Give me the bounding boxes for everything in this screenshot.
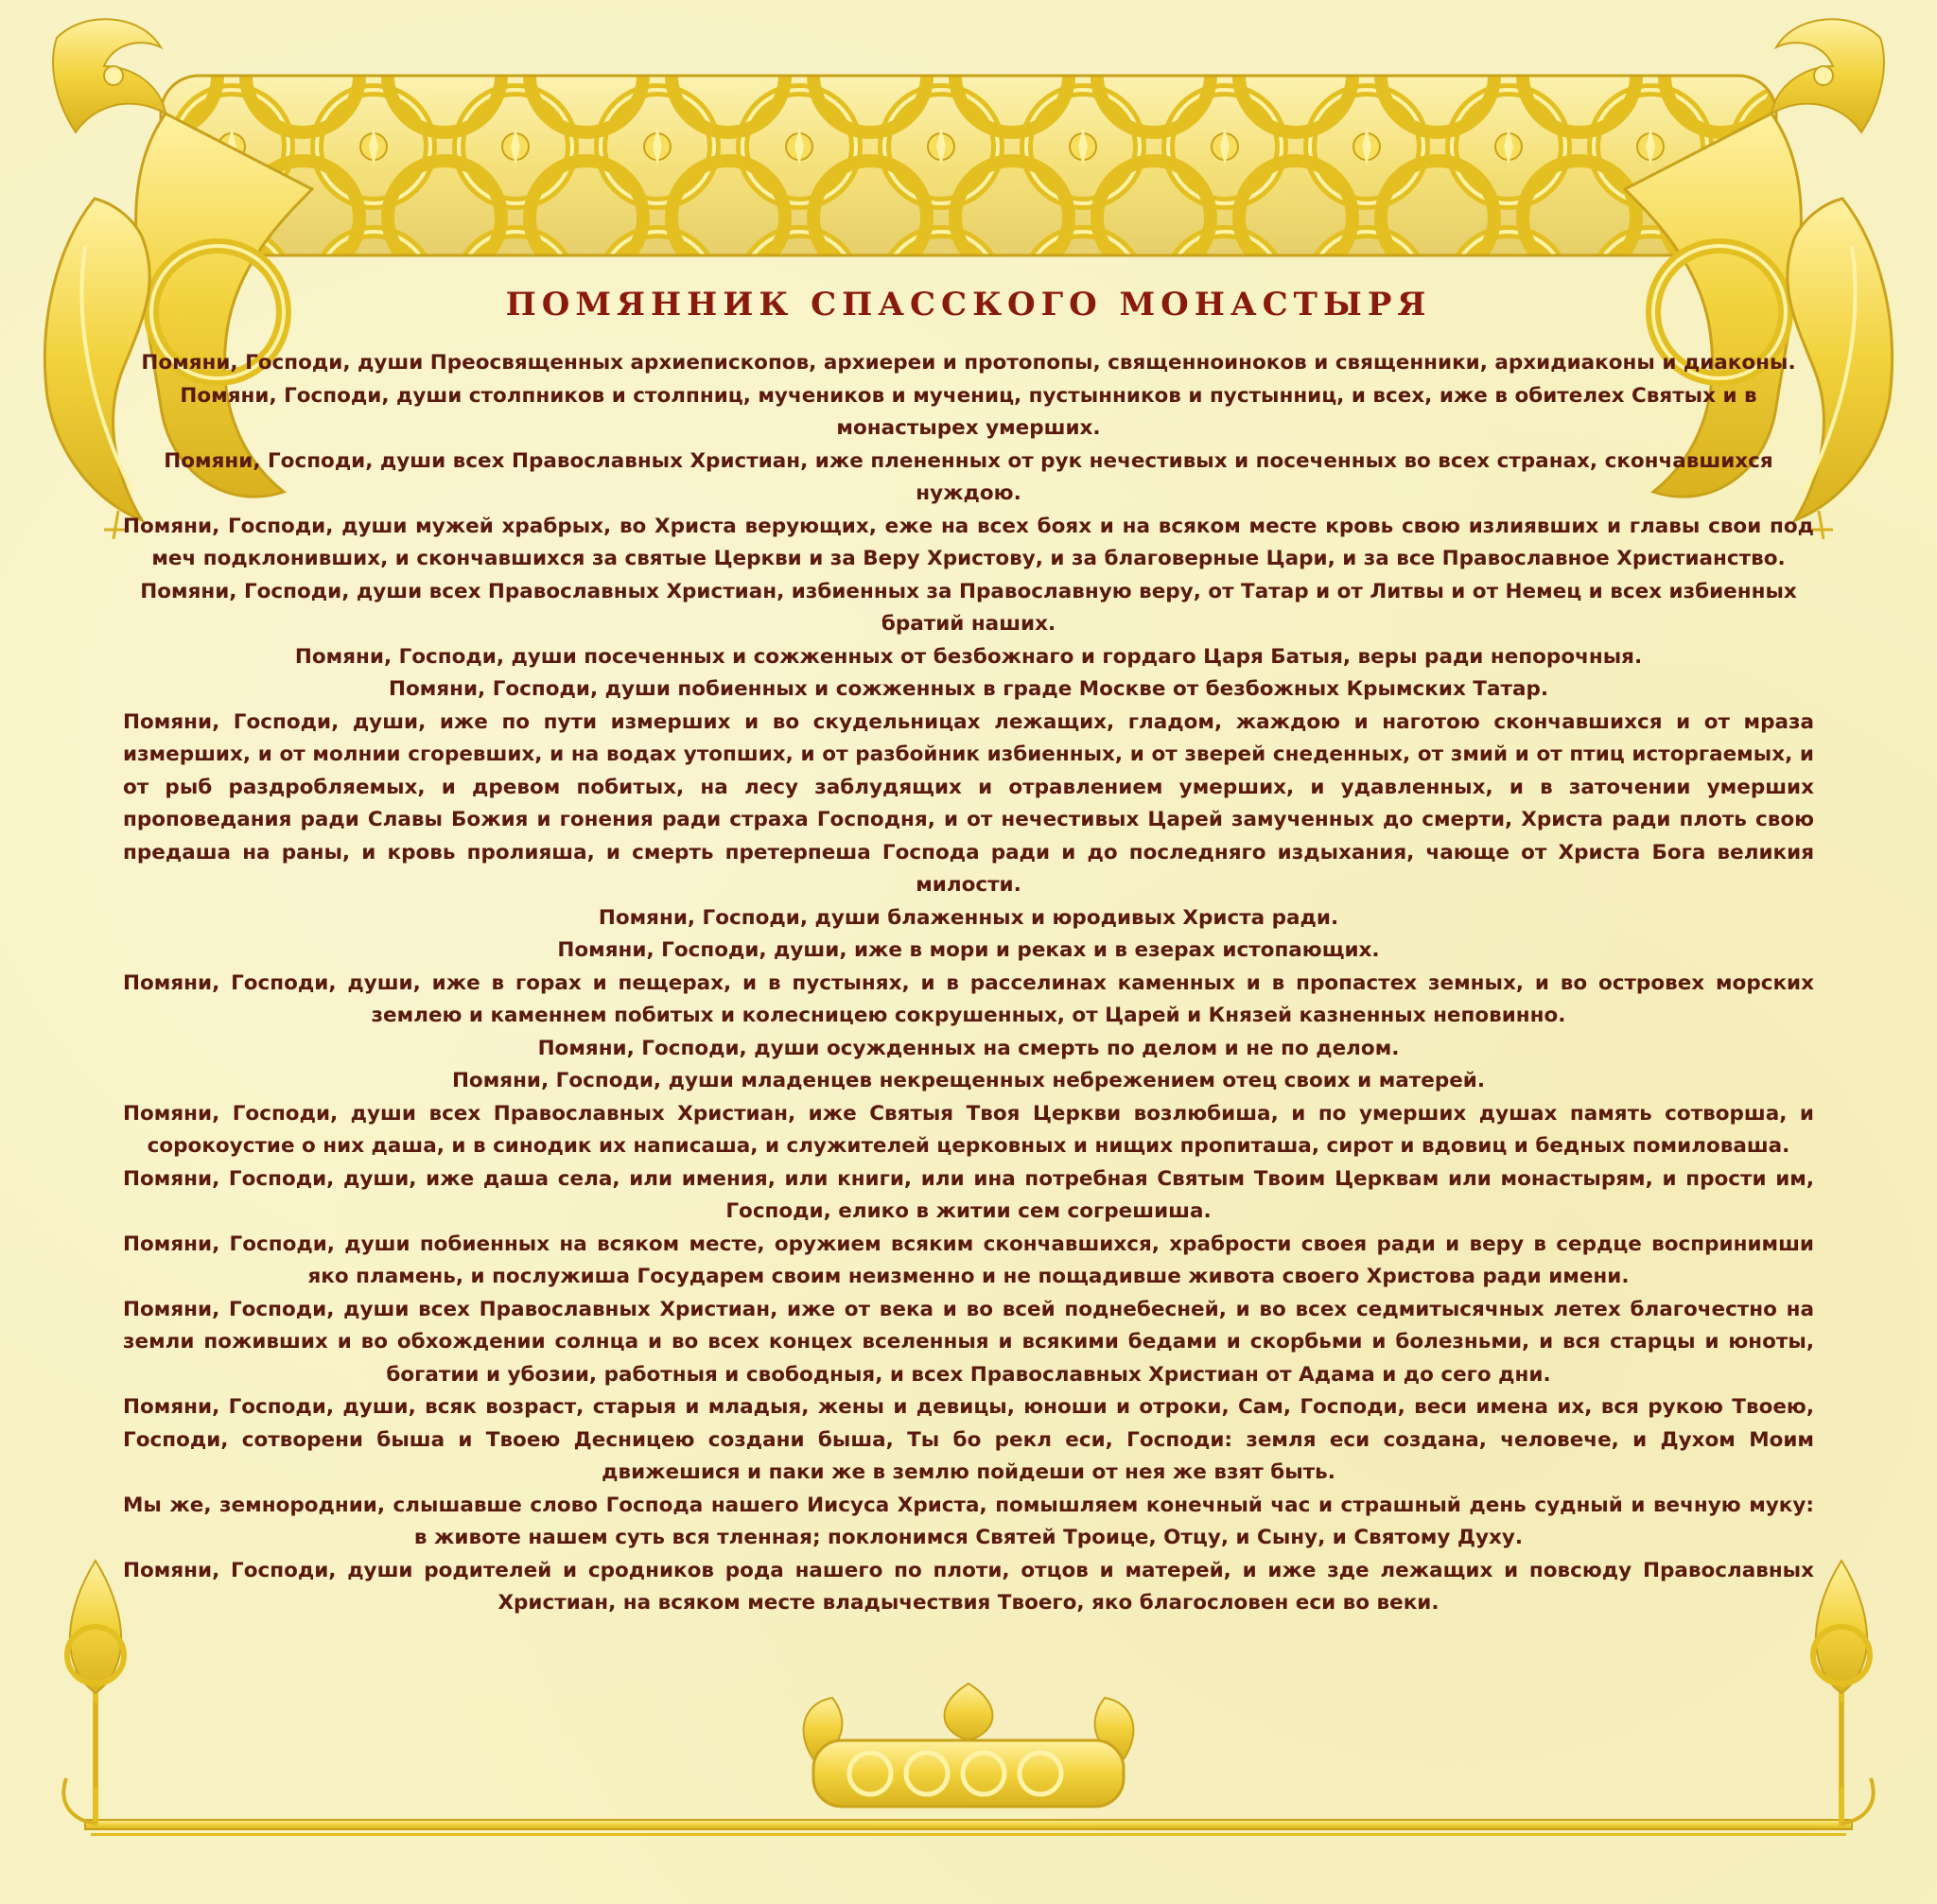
- left-pillar-ornament: [63, 1561, 124, 1825]
- paragraph: Помяни, Господи, души, иже даша села, или имения, или книги, или ина потребная Святым Твоим Церквам или монастырям, и прости им, Господи, елико в житии сем согрешиша.: [123, 1166, 1814, 1223]
- top-interlace-band: [161, 76, 1776, 255]
- paragraph: Мы же, земнороднии, слышавше слово Господа нашего Иисуса Христа, помышляем конечный час и страшный день судный и вечную муку: в животе нашем суть вся тленная; поклонимся Святей Троице, Отцу, и Сыну, и Святому Духу.: [123, 1493, 1814, 1549]
- paragraph: Помяни, Господи, души всех Православных Христиан, иже от века и во всей поднебесней, и во всех седмитысячных летех благочестно на земли поживших и во обхождении солнца и во всех концех вселенныя и всякими бедами и скорбьми и болезньми, и вся старцы и юноты, богатии и убозии, работныя и свободныя, и всех Православных Христиан от Адама и до сего дни.: [123, 1297, 1814, 1387]
- page-title: ПОМЯННИК СПАССКОГО МОНАСТЫРЯ: [505, 286, 1432, 323]
- paragraph: Помяни, Господи, души, всяк возраст, старыя и младыя, жены и девицы, юноши и отроки, Сам, Господи, веси имена их, вся рукою Твоею, Господи, сотворени быша и Твоею Десницею создани быша, Ты бо рекл еси, Господи: земля еси создана, человече, и Духом Моим движешися и паки же в землю пойдеши от нея же взят быть.: [123, 1395, 1814, 1484]
- top-right-fleur-icon: [1771, 19, 1884, 132]
- paragraph: Помяни, Господи, души родителей и сродников рода нашего по плоти, отцов и матерей, и иже зде лежащих и повсюду Православных Христиан, на всяком месте владычествия Твоего, яко благословен еси во веки.: [123, 1558, 1814, 1615]
- bottom-center-ornament: [804, 1684, 1134, 1807]
- paragraph: Помяни, Господи, души, иже в горах и пещерах, и в пустынях, и в расселинах каменных и в пропастех земных, и во островех морских землею и каменнем побитых и колесницею сокрушенных, от Царей и Князей казненных неповинно.: [123, 970, 1814, 1027]
- paragraph: Помяни, Господи, души столпников и столпниц, мучеников и мучениц, пустынников и пустынниц, и всех, иже в обителех Святых и в монастырех умерших.: [180, 383, 1757, 440]
- paragraph: Помяни, Господи, души Преосвященных архиепископов, архиереи и протопопы, священноиноков и священники, архидиаконы и диаконы.: [141, 351, 1796, 375]
- paragraph: Помяни, Господи, души всех Православных Христиан, избиенных за Православную веру, от Татар и от Литвы и от Немец и всех избиенных братий наших.: [140, 579, 1797, 636]
- top-left-fleur-icon: [53, 19, 166, 132]
- right-pillar-ornament: [1813, 1561, 1874, 1825]
- bottom-border: [85, 1820, 1852, 1836]
- commemoration-text: [123, 347, 1814, 1620]
- paragraph: Помяни, Господи, души побиенных на всяком месте, оружием всяким скончавшихся, храбрости своея ради и веру в сердце воспринимши яко пламень, и послужиша Государем своим неизменно и не пощадивше живота своего Христова ради имени.: [123, 1231, 1814, 1288]
- paragraph: Помяни, Господи, души мужей храбрых, во Христа верующих, еже на всех боях и на всяком месте кровь свою излиявших и главы свои под меч подклонивших, и скончавшихся за святые Церкви и за Веру Христову, и за благоверные Цари, и за все Православное Христианство.: [123, 514, 1814, 570]
- paragraph: Помяни, Господи, души, иже по пути измерших и во скудельницах лежащих, гладом, жаждою и наготою скончавшихся и от мраза измерших, и от молнии сгоревших, и на водах утопших, и от разбойник избиенных, и от зверей снеденных, от змий и от птиц исторгаемых, и от рыб раздробляемых, и древом побитых, на лесу заблудящих и отравлением умерших, и удавленных, и в заточении умерших проповедания ради Славы Божия и гонения ради страха Господня, и от нечестивых Царей замученных до смерти, Христа ради плоть свою предаша на раны, и кровь пролияша, и смерть претерпеша Господа ради и до последняго издыхания, чающе от Христа Бога великия милости.: [123, 709, 1814, 897]
- paragraph: Помяни, Господи, души блаженных и юродивых Христа ради.: [598, 905, 1339, 930]
- paragraph: Помяни, Господи, души посеченных и сожженных от безбожнаго и гордаго Царя Батыя, веры ради непорочныя.: [294, 644, 1643, 669]
- paragraph: Помяни, Господи, души младенцев некрещенных небрежением отец своих и матерей.: [451, 1069, 1486, 1092]
- paragraph: Помяни, Господи, души осужденных на смерть по делом и не по делом.: [537, 1036, 1400, 1060]
- paragraph: Помяни, Господи, души побиенных и сожженных в граде Москве от безбожных Крымских Татар.: [388, 677, 1549, 701]
- paragraph: Помяни, Господи, души всех Православных Христиан, иже Святыя Твоя Церкви возлюбиша, и по умерших душах память сотворша, и сорокоустие о них даша, и в синодик их написаша, и служителей церковных и нищих пропиташа, сирот и вдовиц и бедных помиловаша.: [123, 1101, 1814, 1158]
- paragraph: Помяни, Господи, души всех Православных Христиан, иже плененных от рук нечестивых и посеченных во всех странах, скончавшихся нуждою.: [164, 448, 1773, 505]
- paragraph: Помяни, Господи, души, иже в мори и реках и в езерах истопающих.: [557, 938, 1380, 962]
